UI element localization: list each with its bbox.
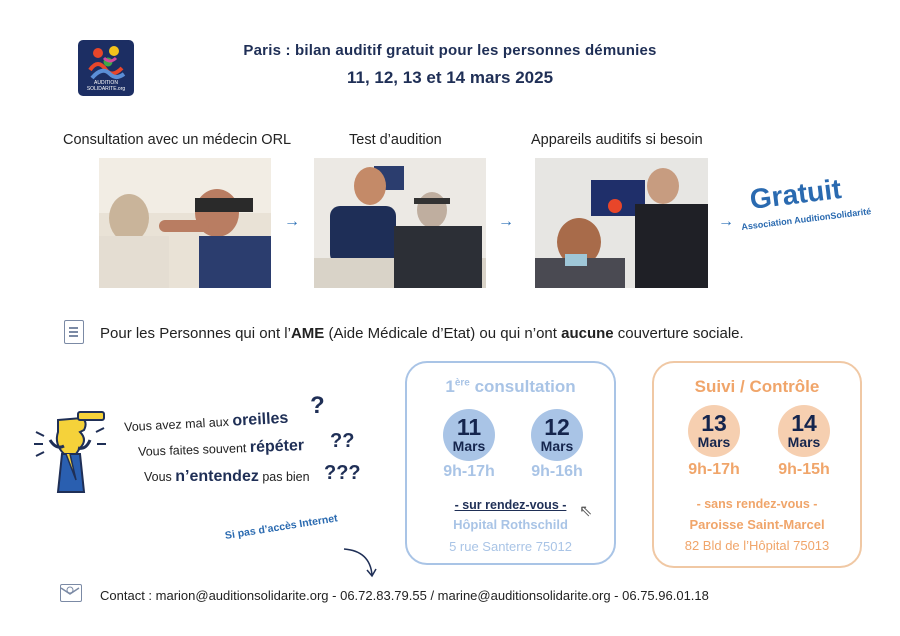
association-name: Association AuditionSolidarité (740, 206, 872, 232)
question-mark-1: ? (310, 392, 325, 419)
step-caption-orl: Consultation avec un médecin ORL (63, 132, 292, 148)
appointment-mode: - sur rendez-vous - (454, 498, 567, 512)
venue-address-2: 82 Bld de l’Hôpital 75013 (684, 538, 830, 553)
photo-ent-consultation (99, 158, 271, 288)
venue-name-2: Paroisse Saint-Marcel (689, 517, 825, 532)
venue-address: 5 rue Santerre 75012 (449, 539, 572, 554)
date-circle-13: 13 Mars (688, 405, 740, 457)
arrow-right-icon: → (284, 213, 300, 230)
arrow-right-icon-2: → (498, 213, 514, 230)
follow-up-box (652, 361, 862, 568)
follow-up-title: Suivi / Contrôle (694, 377, 820, 396)
page-title: Paris : bilan auditif gratuit pour les personnes démunies (243, 42, 657, 59)
eligibility-text: Pour les Personnes qui ont l’AME (Aide Médicale d’Etat) ou qui n’ont aucune couverture sociale. (100, 325, 744, 342)
click-cursor-icon: ⇖ (579, 503, 593, 520)
photo-hearing-test (314, 158, 486, 288)
walk-in-mode: - sans rendez-vous - (696, 497, 818, 511)
step-caption-test: Test d’audition (349, 132, 442, 148)
first-consultation-box (405, 361, 616, 565)
first-consultation-title: 1ère consultation (445, 377, 576, 396)
document-icon (64, 320, 84, 344)
event-dates: 11, 12, 13 et 14 mars 2025 (346, 68, 554, 87)
venue-name: Hôpital Rothschild (453, 517, 568, 532)
contact-line: Contact : marion@auditionsolidarite.org - 06.72.83.79.55 / marine@auditionsolidarite.org - 06.75.96.01.18 (100, 588, 709, 603)
question-repeat: Vous faites souvent répéter (137, 437, 305, 459)
hours-day-13: 9h-17h (688, 461, 740, 478)
logo-text: AUDITION SOLIDARITE.org (86, 80, 126, 92)
question-hearing: Vous n’entendez pas bien (144, 468, 310, 485)
hours-day-11: 9h-17h (443, 463, 495, 480)
no-internet-note: Si pas d’accès Internet (224, 512, 339, 542)
mail-icon (60, 584, 82, 602)
hours-day-14: 9h-15h (778, 461, 830, 478)
step-caption-hearing-aids: Appareils auditifs si besoin (531, 132, 703, 148)
date-circle-11: 11 Mars (443, 409, 495, 461)
photo-hearing-aid-fitting (535, 158, 708, 288)
date-circle-12: 12 Mars (531, 409, 583, 461)
hours-day-12: 9h-16h (531, 463, 583, 480)
date-circle-14: 14 Mars (778, 405, 830, 457)
curved-arrow-icon (340, 545, 380, 586)
free-label: Gratuit (748, 173, 843, 216)
arrow-right-icon-3: → (718, 213, 734, 230)
question-mark-2: ?? (330, 430, 355, 452)
question-ears: Vous avez mal aux oreilles (123, 409, 289, 435)
cartoon-character-covering-ears (30, 410, 110, 500)
question-mark-3: ??? (324, 462, 361, 484)
